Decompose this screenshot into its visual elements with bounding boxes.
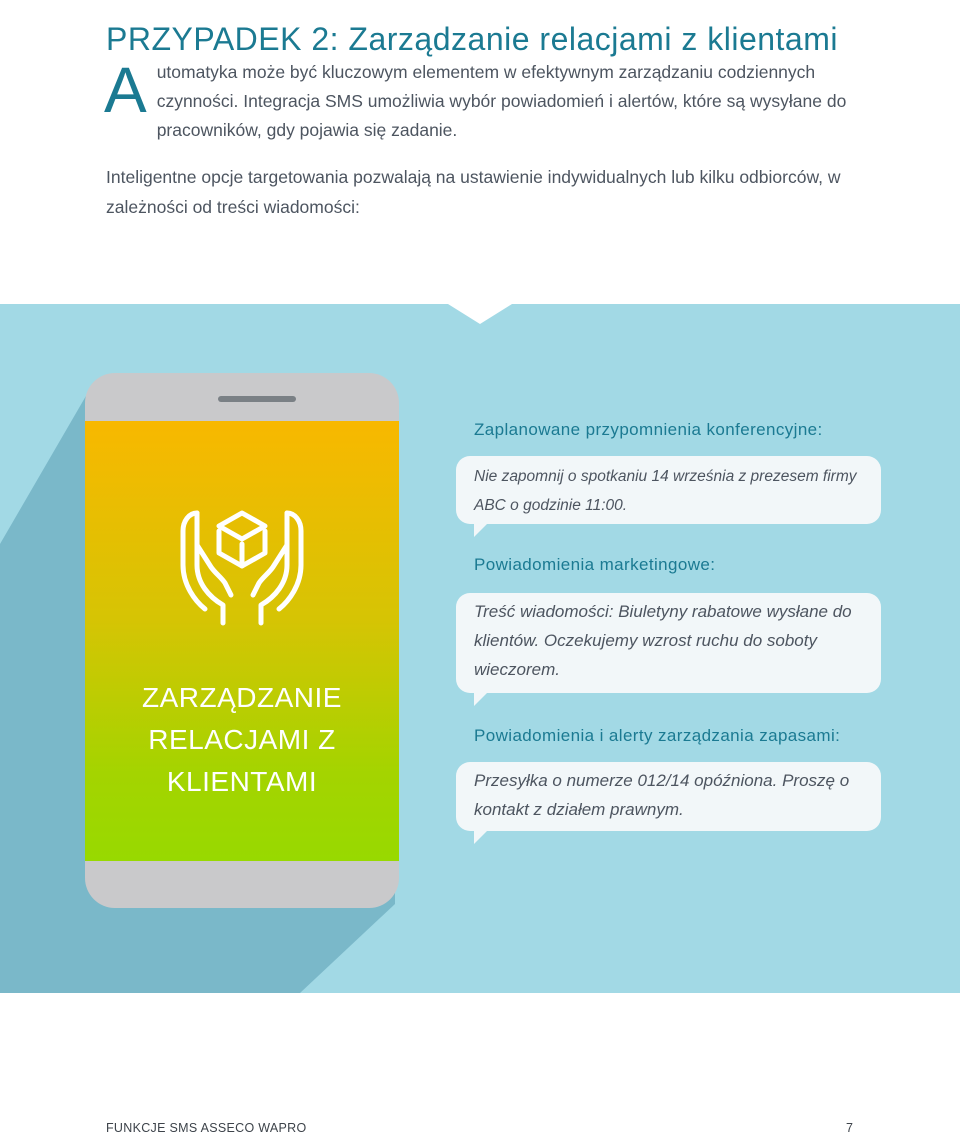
phone-screen bbox=[85, 421, 399, 861]
drop-cap: A bbox=[104, 54, 147, 126]
targeting-paragraph: Inteligentne opcje targetowania pozwalają na ustawienie indywidualnych lub kilku odbiorców, w zależności od treści wiadomości: bbox=[106, 167, 841, 217]
intro-text: utomatyka może być kluczowym elementem w efektywnym zarządzaniu codziennych czynności. Integracja SMS umożliwia wybór powiadomień i alertów, które są wysyłane do pracowników, gdy pojawia się zadanie. bbox=[156, 62, 847, 140]
footer-label: FUNKCJE SMS ASSECO WAPRO bbox=[106, 1121, 307, 1135]
page-title: PRZYPADEK 2: Zarządzanie relacjami z klientami bbox=[106, 21, 838, 58]
panel-notch bbox=[448, 304, 512, 324]
message-bubble-marketing: Treść wiadomości: Biuletyny rabatowe wysłane do klientów. Oczekujemy wzrost ruchu do soboty wieczorem. bbox=[456, 593, 881, 693]
phone-illustration bbox=[85, 373, 399, 908]
message-bubble-inventory: Przesyłka o numerze 012/14 opóźniona. Proszę o kontakt z działem prawnym. bbox=[456, 762, 881, 831]
message-heading-marketing: Powiadomienia marketingowe: bbox=[474, 555, 716, 574]
message-heading-inventory: Powiadomienia i alerty zarządzania zapasami: bbox=[474, 726, 841, 745]
screen-title: ZARZĄDZANIE RELACJAMI Z KLIENTAMI bbox=[142, 682, 342, 797]
message-heading-conference: Zaplanowane przypomnienia konferencyjne: bbox=[474, 420, 823, 439]
phone-speaker bbox=[218, 396, 296, 402]
page-number: 7 bbox=[846, 1121, 853, 1135]
message-bubble-conference: Nie zapomnij o spotkaniu 14 września z prezesem firmy ABC o godzinie 11:00. bbox=[456, 456, 881, 524]
intro-paragraph bbox=[104, 54, 866, 145]
hands-holding-box-icon bbox=[175, 505, 309, 627]
